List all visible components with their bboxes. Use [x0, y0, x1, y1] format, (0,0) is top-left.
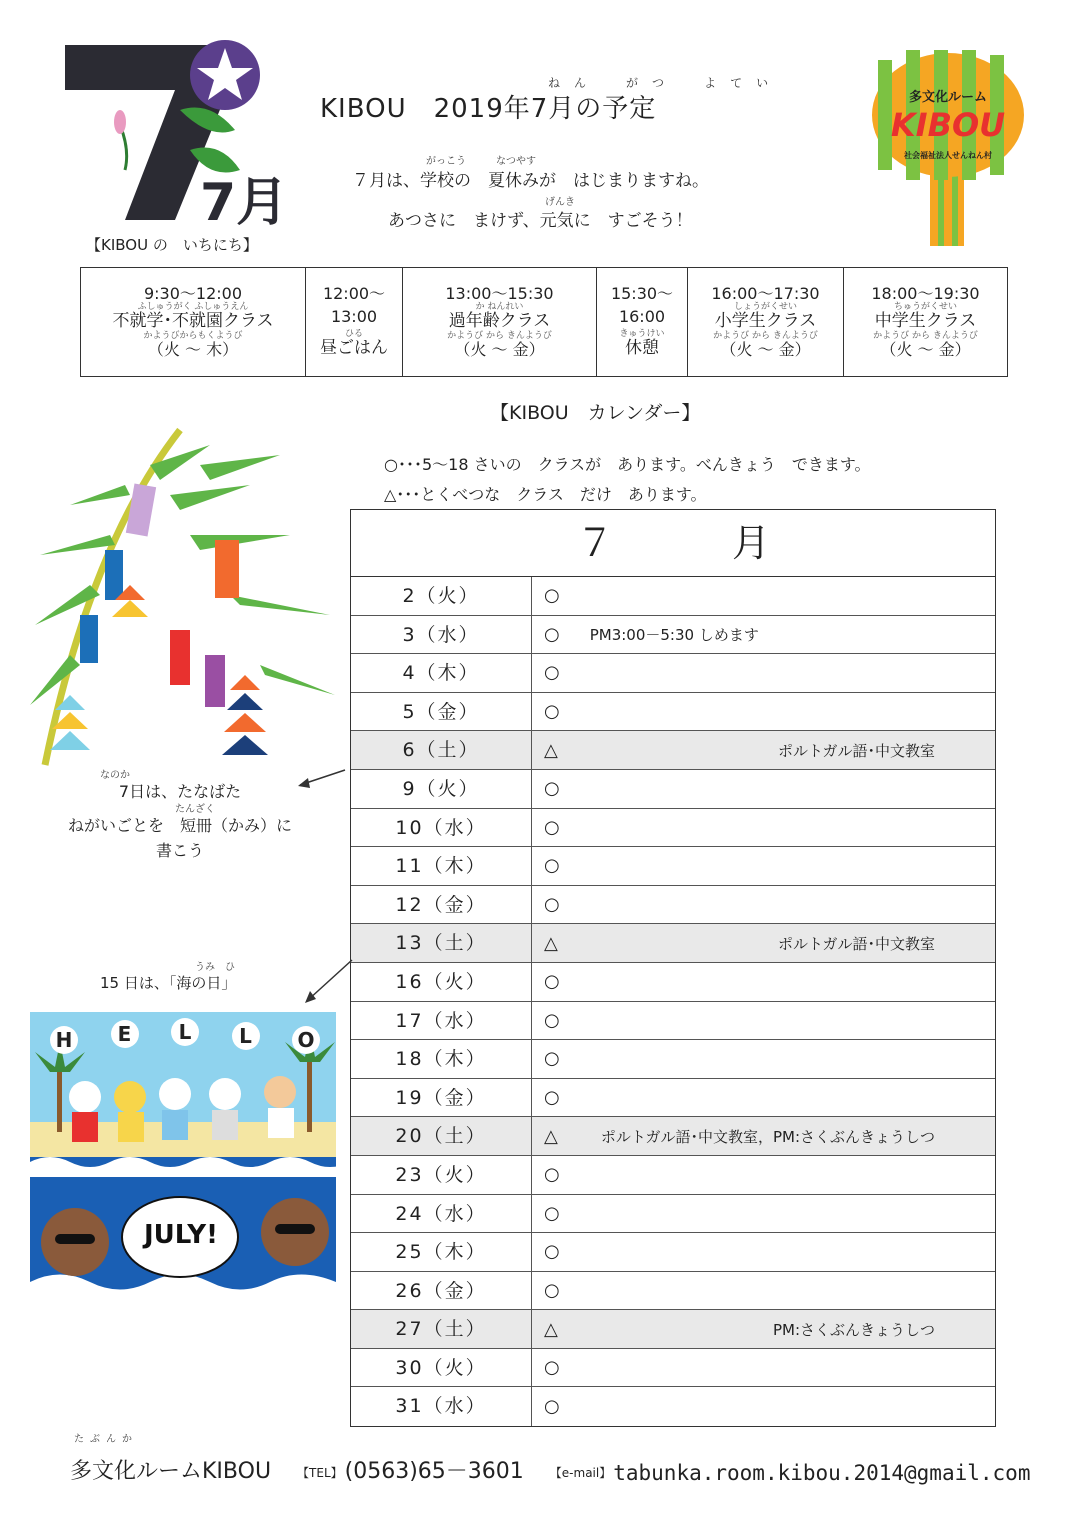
july-month-graphic: [60, 30, 289, 233]
calendar-day: 17（水）: [351, 1002, 532, 1040]
circle-mark: ○: [544, 855, 560, 877]
calendar-entry: [532, 886, 995, 924]
calendar-day: 27（土）: [351, 1310, 532, 1348]
calendar-day: 31（水）: [351, 1387, 532, 1426]
calendar-entry: [532, 693, 995, 731]
kibou-logo: [868, 50, 1028, 246]
intro-line-2: あつさに まけず、元気に すごそう！: [388, 211, 693, 231]
july-bubble-text: JULY!: [144, 1220, 218, 1250]
calendar-row: [351, 1195, 995, 1234]
calendar-note: ポルトガル語･中文教室: [777, 934, 935, 953]
triangle-mark: △: [544, 1125, 558, 1147]
circle-mark: ○: [544, 1396, 560, 1418]
marine-day-illustration: [30, 1012, 336, 1318]
calendar-entry: [532, 577, 995, 615]
footer-tel-label: 【TEL】: [297, 1466, 343, 1480]
calendar-entry: [532, 654, 995, 692]
footer: [70, 1454, 1030, 1485]
calendar-day: 13（土）: [351, 924, 532, 962]
calendar-row: [351, 886, 995, 925]
calendar-row: [351, 1117, 995, 1156]
calendar-table: [350, 509, 996, 1427]
calendar-row: [351, 1233, 995, 1272]
circle-mark: ○: [544, 1048, 560, 1070]
calendar-note: ポルトガル語･中文教室: [777, 741, 935, 760]
calendar-row: [351, 1272, 995, 1311]
calendar-day: 25（木）: [351, 1233, 532, 1271]
calendar-row: [351, 770, 995, 809]
calendar-row: [351, 616, 995, 655]
footer-org-name: 多文化ルームKIBOU: [70, 1459, 272, 1484]
calendar-day: 19（金）: [351, 1079, 532, 1117]
circle-mark: ○: [544, 701, 560, 723]
legend-circle: ○･･･5〜18 さいの クラスが あります。べんきょう できます。: [384, 455, 871, 474]
calendar-title: 【KIBOU カレンダー】: [490, 402, 701, 424]
schedule-col-2: 12:00〜 13:00 ひる 昼ごはん: [306, 268, 403, 376]
calendar-entry: [532, 1040, 995, 1078]
calendar-entry: [532, 809, 995, 847]
calendar-day: 11（木）: [351, 847, 532, 885]
calendar-entry: [532, 770, 995, 808]
calendar-day: 12（金）: [351, 886, 532, 924]
calendar-row: [351, 847, 995, 886]
circle-mark: ○: [544, 971, 560, 993]
footer-ruby: たぶんか: [74, 1434, 138, 1445]
calendar-day: 24（水）: [351, 1195, 532, 1233]
calendar-day: 30（火）: [351, 1349, 532, 1387]
circle-mark: ○: [544, 1009, 560, 1031]
calendar-day: 26（金）: [351, 1272, 532, 1310]
intro-ruby-1: がっこう なつやす: [426, 156, 536, 167]
circle-mark: ○: [544, 816, 560, 838]
calendar-entry: [532, 1195, 995, 1233]
calendar-row: [351, 1156, 995, 1195]
triangle-mark: △: [544, 739, 558, 761]
calendar-month-header: ７ 月: [351, 510, 995, 577]
calendar-row: [351, 963, 995, 1002]
calendar-row: [351, 1349, 995, 1388]
hello-balloons: H E L L O: [50, 1026, 320, 1054]
calendar-entry: [532, 616, 995, 654]
logo-sub-text: 社会福祉法人せんねん村: [904, 151, 992, 160]
calendar-entry: [532, 847, 995, 885]
calendar-entry: [532, 1349, 995, 1387]
calendar-note: PM:さくぶんきょうしつ: [772, 1320, 935, 1339]
calendar-day: 6（土）: [351, 731, 532, 769]
calendar-day: 18（木）: [351, 1040, 532, 1078]
umi-ruby: うみ ひ: [195, 962, 235, 973]
intro-line-1: ７月は、学校の 夏休みが はじまりますね。: [352, 171, 709, 191]
circle-mark: ○: [544, 1241, 560, 1263]
calendar-row: [351, 693, 995, 732]
circle-mark: ○: [544, 623, 560, 645]
logo-main-text: KIBOU: [890, 106, 1006, 144]
calendar-entry: [532, 731, 995, 769]
calendar-row: [351, 1040, 995, 1079]
circle-mark: ○: [544, 1279, 560, 1301]
tanabata-bamboo-illustration: [30, 425, 340, 770]
calendar-entry: [532, 1117, 995, 1155]
calendar-day: 5（金）: [351, 693, 532, 731]
calendar-entry: [532, 1079, 995, 1117]
calendar-entry: [532, 1002, 995, 1040]
circle-mark: ○: [544, 1357, 560, 1379]
schedule-col-5: 16:00〜17:30 しょうがくせい 小学生クラス かようび から きんようび （火 〜 金）: [688, 268, 844, 376]
calendar-entry: [532, 963, 995, 1001]
calendar-entry: [532, 1387, 995, 1426]
circle-mark: ○: [544, 1202, 560, 1224]
calendar-row: [351, 1310, 995, 1349]
schedule-title: 【KIBOU の いちにち】: [86, 236, 258, 254]
title-ruby: ねん がつ よてい: [548, 76, 783, 90]
calendar-day: 23（火）: [351, 1156, 532, 1194]
calendar-row: [351, 1387, 995, 1426]
circle-mark: ○: [544, 778, 560, 800]
daily-schedule-table: [80, 267, 1008, 377]
calendar-entry: [532, 1156, 995, 1194]
legend-triangle: △･･･とくべつな クラス だけ あります。: [384, 485, 707, 504]
circle-mark: ○: [544, 894, 560, 916]
calendar-row: [351, 654, 995, 693]
calendar-note: ポルトガル語･中文教室，PM:さくぶんきょうしつ: [600, 1127, 935, 1146]
calendar-row: [351, 731, 995, 770]
circle-mark: ○: [544, 1087, 560, 1109]
calendar-entry: [532, 1310, 995, 1348]
circle-mark: ○: [544, 585, 560, 607]
footer-tel: (0563)65－3601: [344, 1459, 524, 1484]
intro-ruby-2: げんき: [545, 197, 575, 208]
triangle-mark: △: [544, 1318, 558, 1340]
calendar-day: 4（木）: [351, 654, 532, 692]
calendar-entry: [532, 1233, 995, 1271]
calendar-note: PM3:00－5:30 しめます: [589, 625, 759, 644]
schedule-col-4: 15:30〜 16:00 きゅうけい 休憩: [597, 268, 688, 376]
umi-no-hi-note: 15 日は、「海の日」: [100, 974, 237, 992]
page-title: KIBOU 2019年7月の予定: [320, 94, 657, 124]
calendar-row: [351, 577, 995, 616]
calendar-day: 10（水）: [351, 809, 532, 847]
calendar-row: [351, 1002, 995, 1041]
calendar-row: [351, 809, 995, 848]
month-kanji: 7月: [200, 173, 289, 233]
calendar-day: 2（火）: [351, 577, 532, 615]
footer-email[interactable]: tabunka.room.kibou.2014@gmail.com: [613, 1461, 1031, 1485]
circle-mark: ○: [544, 1164, 560, 1186]
footer-email-label: 【e-mail】: [549, 1466, 612, 1480]
calendar-day: 9（火）: [351, 770, 532, 808]
schedule-col-3: 13:00〜15:30 か ねんれい 過年齢クラス かようび から きんようび （火 〜 金）: [403, 268, 597, 376]
schedule-col-6: 18:00〜19:30 ちゅうがくせい 中学生クラス かようび から きんようび （火 〜 金）: [871, 283, 980, 359]
logo-top-text: 多文化ルーム: [908, 90, 987, 105]
calendar-day: 20（土）: [351, 1117, 532, 1155]
calendar-entry: [532, 924, 995, 962]
calendar-row: [351, 924, 995, 963]
triangle-mark: △: [544, 932, 558, 954]
schedule-col-1: 9:30〜12:00 ふしゅうがく ふしゅうえん 不就学･不就園クラス かようびからもくようび （火 〜 木）: [81, 268, 306, 376]
calendar-entry: [532, 1272, 995, 1310]
calendar-day: 3（水）: [351, 616, 532, 654]
tanabata-note: なのか 7日は、たなばた たんざく ねがいごとを 短冊（かみ）に 書こう: [67, 770, 292, 860]
calendar-day: 16（火）: [351, 963, 532, 1001]
circle-mark: ○: [544, 662, 560, 684]
calendar-row: [351, 1079, 995, 1118]
